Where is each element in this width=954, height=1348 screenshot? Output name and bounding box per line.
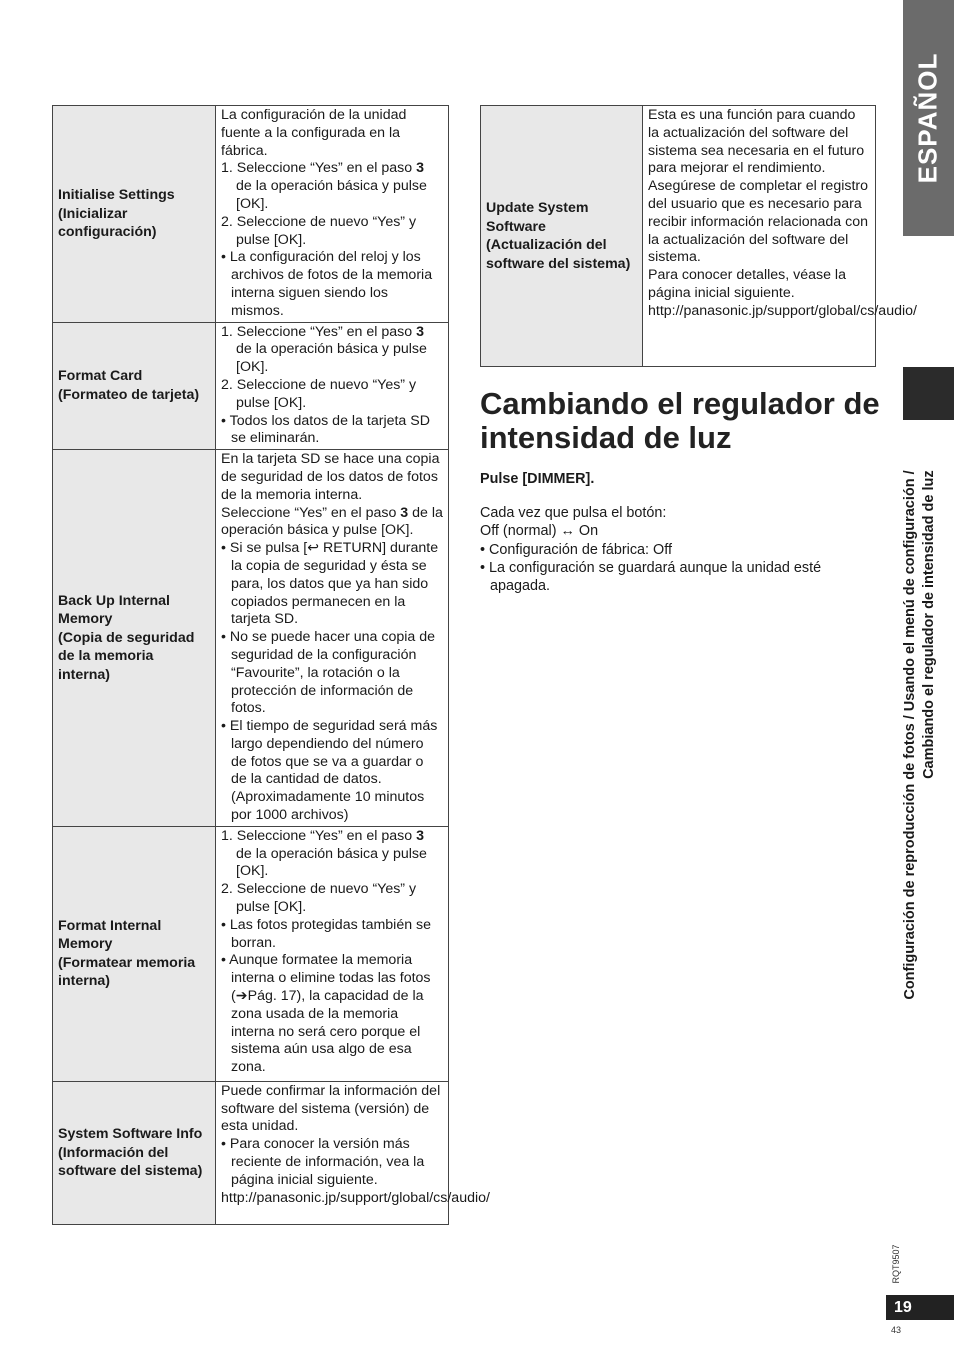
setting-description (216, 106, 449, 323)
setting-name (53, 826, 216, 1081)
numbered-step: 2. Seleccione de nuevo “Yes” y pulse [OK]. (221, 881, 417, 916)
table-row (53, 826, 449, 1081)
language-label: ESPAÑOL (912, 52, 943, 184)
bullet-item: • La configuración del reloj y los archivos de fotos de la memoria interna siguen siendo los mismos. (221, 249, 433, 319)
description-text: Para conocer detalles, véase la página inicial siguiente. (648, 267, 846, 301)
vertical-chapter-title (901, 470, 939, 999)
table-row (53, 322, 449, 450)
settings-table-left (52, 105, 490, 1225)
setting-description (216, 450, 449, 827)
numbered-step: 1. Seleccione “Yes” en el paso 3 de la operación básica y pulse [OK]. (221, 160, 427, 212)
numbered-step: 1. Seleccione “Yes” en el paso 3 de la operación básica y pulse [OK]. (221, 827, 427, 880)
description-text: La configuración de la unidad fuente a la configurada en la fábrica. (221, 107, 407, 159)
bullet-item: • Configuración de fábrica: Off (480, 542, 672, 558)
setting-description (216, 322, 449, 450)
numbered-step: 2. Seleccione de nuevo “Yes” y pulse [OK]. (221, 376, 417, 411)
setting-description (216, 1081, 490, 1224)
chapter-title-line-1: Configuración de reproducción de fotos / Usando el menú de configuración / (902, 470, 918, 1000)
setting-name-text: Format Internal Memory (Formatear memoria interna) (58, 917, 196, 990)
setting-name (53, 106, 216, 323)
bullet-item: • Si se pulsa [↩ RETURN] durante la copia de seguridad y ésta se para, los datos que ya han sido copiados permanecen en la tarjeta SD. (221, 540, 439, 628)
table-row (53, 106, 449, 323)
section-marker (903, 367, 954, 420)
numbered-step: 1. Seleccione “Yes” en el paso 3 de la operación básica y pulse [OK]. (221, 323, 427, 376)
description-text: http://panasonic.jp/support/global/cs/audio/ (648, 302, 917, 319)
bullet-item: • No se puede hacer una copia de seguridad de la configuración “Favourite”, la rotación o la protección de información de fotos. (221, 629, 435, 717)
document-code: RQT9507 (891, 1244, 901, 1284)
setting-description (643, 106, 917, 367)
description-text: Seleccione “Yes” en el paso 3 de la operación básica y pulse [OK]. (221, 504, 443, 539)
sub-page-number: 43 (891, 1325, 902, 1335)
page-number: 19 (894, 1299, 912, 1316)
description-text: Puede confirmar la información del software del sistema (versión) de esta unidad. (221, 1082, 441, 1135)
bullet-item: • Aunque formatee la memoria interna o elimine todas las fotos (➔Pág. 17), la capacidad de la zona usada de la memoria interna no será cero porque el sistema aún usa algo de esa zona. (221, 952, 431, 1076)
setting-name (53, 450, 216, 827)
setting-name (53, 1081, 216, 1224)
description-text: Esta es una función para cuando la actualización del software del sistema sea necesaria en el futuro para mejorar el rendimiento. (648, 107, 865, 177)
bullet-item: • El tiempo de seguridad será más largo dependiendo del número de fotos que se va a guardar o de la cantidad de datos. (Aproximadamente 10 minutos por 1000 archivos) (221, 718, 438, 824)
table-row (53, 1081, 449, 1224)
setting-name (53, 322, 216, 450)
description-text: Asegúrese de completar el registro del usuario que es necesario para recibir información relacionada con la actualización del software del sistema. (648, 178, 869, 266)
setting-name-text: Format Card (Formateo de tarjeta) (58, 368, 200, 403)
section-title: Cambiando el regulador de intensidad de luz (480, 386, 880, 455)
table-row (53, 450, 449, 827)
description-text: En la tarjeta SD se hace una copia de seguridad de los datos de fotos de la memoria interna. (221, 451, 440, 503)
section-toggle: Off (normal) ↔ On (480, 523, 599, 539)
numbered-step: 2. Seleccione de nuevo “Yes” y pulse [OK]. (221, 213, 417, 248)
setting-name-text: Initialise Settings (Inicializar configuración) (58, 187, 175, 241)
bullet-item: • Las fotos protegidas también se borran. (221, 916, 432, 951)
bullet-item: • La configuración se guardará aunque la unidad esté apagada. (480, 560, 822, 594)
setting-name-text: Back Up Internal Memory (Copia de seguridad de la memoria interna) (58, 592, 195, 683)
table-row (481, 106, 876, 367)
bullet-item: • Para conocer la versión más reciente de información, vea la página inicial siguiente. (221, 1136, 425, 1188)
setting-name (481, 106, 643, 367)
setting-name-text: System Software Info (Información del software del sistema) (58, 1126, 203, 1180)
section-instruction: Pulse [DIMMER]. (480, 471, 595, 487)
setting-description (216, 826, 449, 1081)
chapter-title-line-2: Cambiando el regulador de intensidad de luz (921, 470, 937, 779)
description-text: http://panasonic.jp/support/global/cs/audio/ (221, 1189, 490, 1206)
setting-name-text: Update System Software (Actualización del software del sistema) (486, 200, 631, 272)
section-intro: Cada vez que pulsa el botón: (480, 505, 667, 521)
settings-table-right (480, 105, 917, 367)
bullet-item: • Todos los datos de la tarjeta SD se eliminarán. (221, 412, 430, 447)
section-bullets (480, 541, 880, 595)
